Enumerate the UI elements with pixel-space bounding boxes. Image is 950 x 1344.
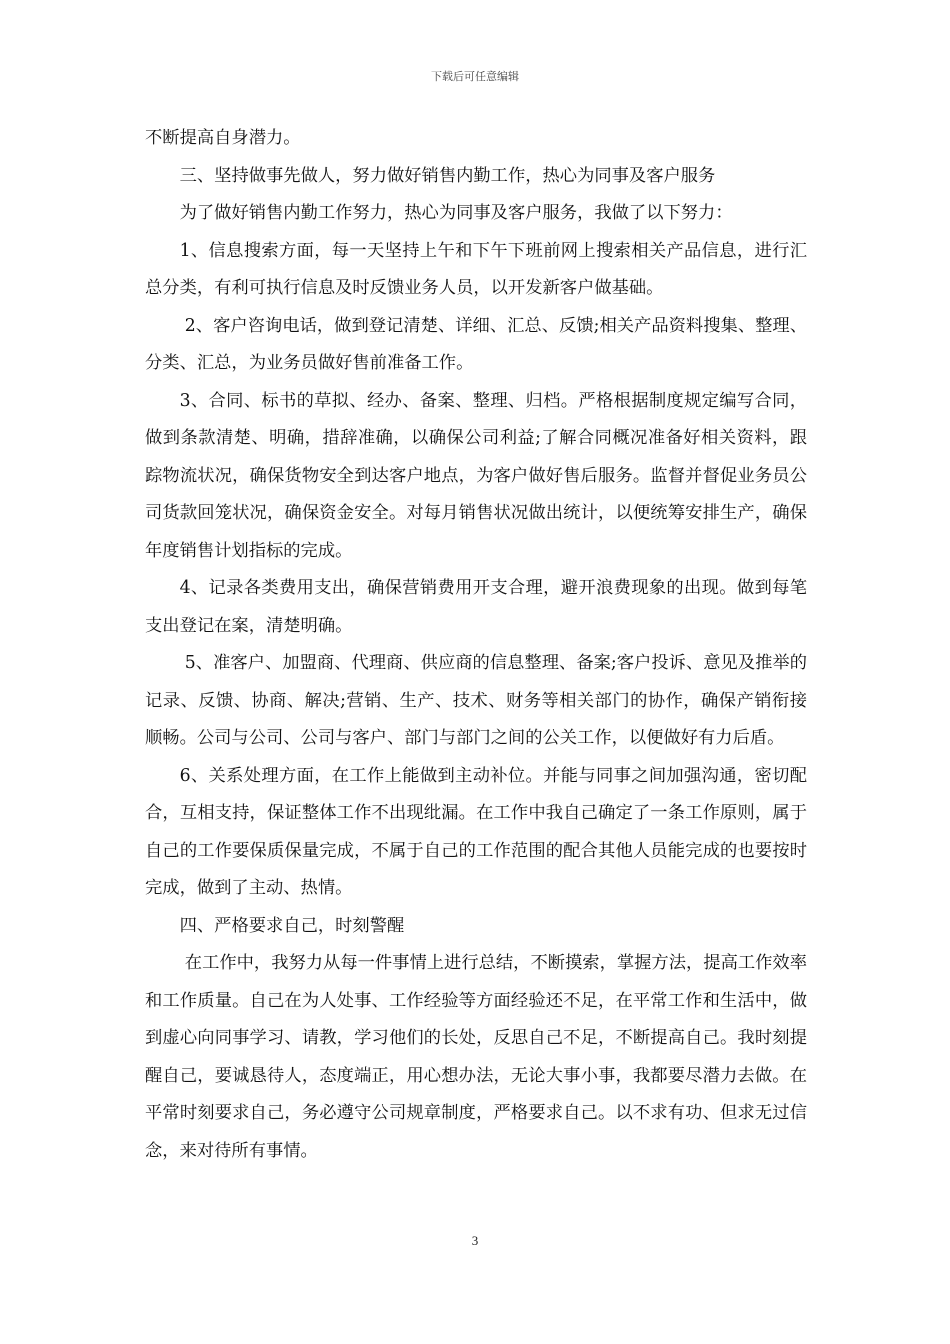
list-item-4: 4、记录各类费用支出，确保营销费用开支合理，避开浪费现象的出现。做到每笔支出登记在案，清楚明确。	[145, 578, 807, 636]
paragraph-intro: 为了做好销售内勤工作努力，热心为同事及客户服务，我做了以下努力：	[179, 203, 733, 223]
section-heading-4: 四、严格要求自己，时刻警醒	[179, 915, 405, 936]
document-body	[145, 120, 807, 1170]
list-item-1: 1、信息搜索方面，每一天坚持上午和下午下班前网上搜索相关产品信息，进行汇总分类，有利可执行信息及时反馈业务人员，以开发新客户做基础。	[145, 240, 807, 298]
list-item-6: 6、关系处理方面，在工作上能做到主动补位。并能与同事之间加强沟通，密切配合，互相支持，保证整体工作不出现纰漏。在工作中我自己确定了一条工作原则，属于自己的工作要保质保量完成，不属于自己的工作范围的配合其他人员能完成的也要按时完成，做到了主动、热情。	[145, 765, 807, 898]
paragraph-section-4: 在工作中，我努力从每一件事情上进行总结，不断摸索，掌握方法，提高工作效率和工作质量。自己在为人处事、工作经验等方面经验还不足，在平常工作和生活中，做到虚心向同事学习、请教，学习他们的长处，反思自己不足，不断提高自己。我时刻提醒自己，要诚恳待人，态度端正，用心想办法，无论大事小事，我都要尽潜力去做。在平常时刻要求自己，务必遵守公司规章制度，严格要求自己。以不求有功、但求无过信念，来对待所有事情。	[145, 953, 807, 1161]
list-item-3: 3、合同、标书的草拟、经办、备案、整理、归档。严格根据制度规定编写合同，做到条款清楚、明确，措辞准确，以确保公司利益;了解合同概况准备好相关资料，跟踪物流状况，确保货物安全到达客户地点，为客户做好售后服务。监督并督促业务员公司货款回笼状况，确保资金安全。对每月销售状况做出统计，以便统筹安排生产，确保年度销售计划指标的完成。	[145, 390, 807, 561]
page-header: 下载后可任意编辑	[431, 70, 519, 83]
list-item-5: 5、准客户、加盟商、代理商、供应商的信息整理、备案;客户投诉、意见及推举的记录、反馈、协商、解决;营销、生产、技术、财务等相关部门的协作，确保产销衔接顺畅。公司与公司、公司与客户、部门与部门之间的公关工作，以便做好有力后盾。	[145, 653, 807, 748]
page-number: 3	[471, 1233, 479, 1248]
section-heading-3: 三、坚持做事先做人，努力做好销售内勤工作，热心为同事及客户服务	[179, 165, 716, 186]
list-item-2: 2、客户咨询电话，做到登记清楚、详细、汇总、反馈;相关产品资料搜集、整理、分类、汇总，为业务员做好售前准备工作。	[145, 315, 807, 373]
paragraph-continuation: 不断提高自身潜力。	[145, 128, 301, 148]
